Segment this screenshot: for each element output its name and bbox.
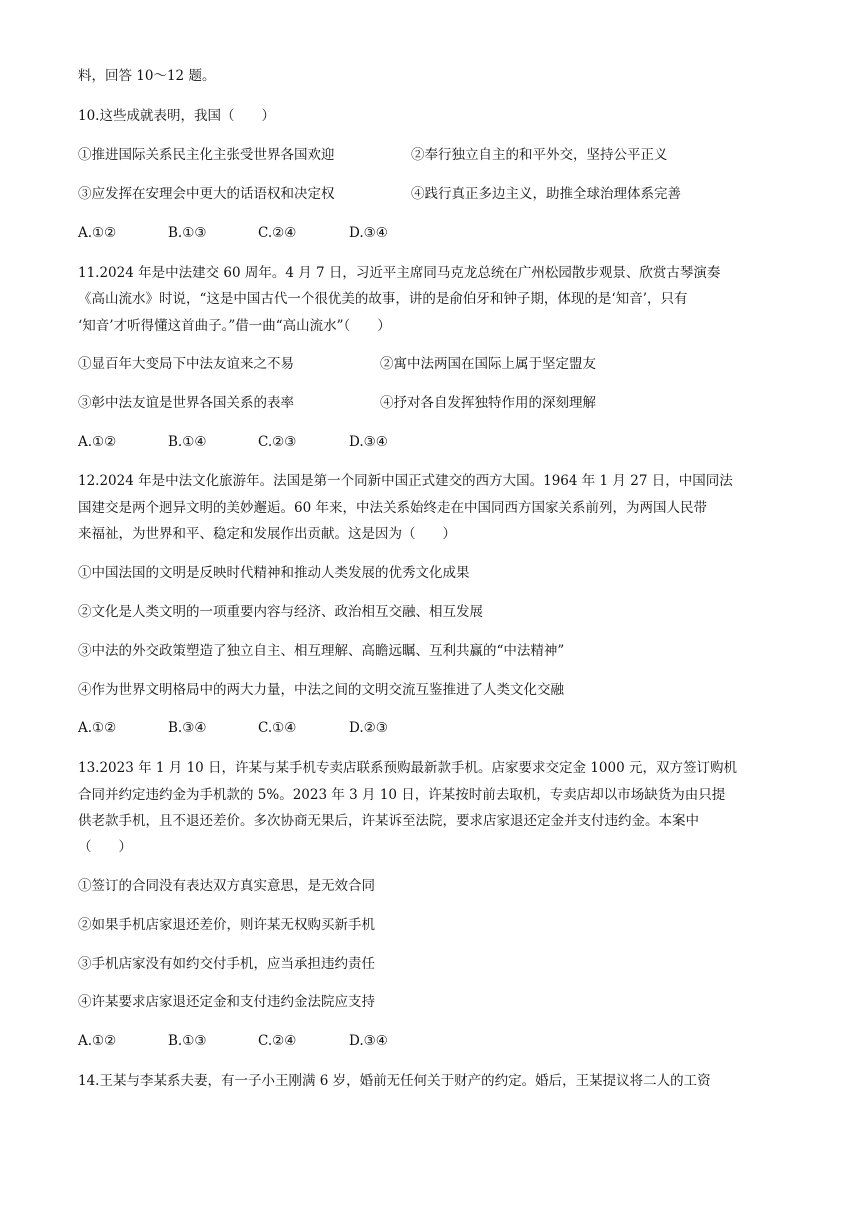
q11-stem-line-1: 11.2024 年是中法建交 60 周年。4 月 7 日，习近平主席同马克龙总统在广州松园散步观景、欣赏古琴演奏 [78,265,721,281]
q11-option-3: ③彰中法友谊是世界各国关系的表率 [78,395,294,411]
q12-choice-c: C.①④ [258,720,297,736]
q12-stem-line-2: 国建交是两个迥异文明的美妙邂逅。60 年来，中法关系始终走在中国同西方国家关系前列，为两国人民带 [78,500,707,516]
q12-choice-a: A.①② [78,720,117,736]
q10-stem: 10.这些成就表明，我国（ ） [78,108,275,124]
q12-option-4: ④作为世界文明格局中的两大力量，中法之间的文明交流互鉴推进了人类文化交融 [78,682,564,698]
q10-choice-b: B.①③ [168,225,207,241]
q12-stem-line-1: 12.2024 年是中法文化旅游年。法国是第一个同新中国正式建交的西方大国。1964 年 1 月 27 日，中国同法 [78,473,733,489]
q13-choice-a: A.①② [78,1033,117,1049]
q11-choice-d: D.③④ [349,434,388,450]
q13-option-1: ①签订的合同没有表达双方真实意思，是无效合同 [78,878,375,894]
q12-choice-b: B.③④ [168,720,207,736]
q10-option-1: ①推进国际关系民主化主张受世界各国欢迎 [78,147,335,163]
q10-option-3: ③应发挥在安理会中更大的话语权和决定权 [78,186,335,202]
intro-tail-text: 料，回答 10～12 题。 [78,68,216,84]
q12-choice-d: D.②③ [349,720,388,736]
q13-stem-line-4: （ ） [78,839,132,855]
q10-choice-c: C.②④ [258,225,297,241]
q12-option-3: ③中法的外交政策塑造了独立自主、相互理解、高瞻远瞩、互利共赢的“中法精神” [78,643,565,659]
q11-choice-c: C.②③ [258,434,297,450]
q11-option-1: ①显百年大变局下中法友谊来之不易 [78,356,294,372]
q11-choice-b: B.①④ [168,434,207,450]
q12-stem-line-3: 来福祉，为世界和平、稳定和发展作出贡献。这是因为（ ） [78,526,456,542]
q13-choice-c: C.②④ [258,1033,297,1049]
q13-option-3: ③手机店家没有如约交付手机，应当承担违约责任 [78,956,375,972]
q13-stem-line-3: 供老款手机，且不退还差价。多次协商无果后，许某诉至法院，要求店家退还定金并支付违约金。本案中 [78,813,699,829]
q12-option-1: ①中国法国的文明是反映时代精神和推动人类发展的优秀文化成果 [78,565,470,581]
q10-option-4: ④践行真正多边主义，助推全球治理体系完善 [411,186,681,202]
q13-option-2: ②如果手机店家退还差价，则许某无权购买新手机 [78,917,375,933]
q11-choice-a: A.①② [78,434,117,450]
q13-choice-d: D.③④ [349,1033,388,1049]
q11-option-2: ②寓中法两国在国际上属于坚定盟友 [380,356,596,372]
q13-stem-line-1: 13.2023 年 1 月 10 日，许某与某手机专卖店联系预购最新款手机。店家要求交定金 1000 元，双方签订购机 [78,760,737,776]
q12-option-2: ②文化是人类文明的一项重要内容与经济、政治相互交融、相互发展 [78,604,483,620]
q10-choice-d: D.③④ [349,225,388,241]
q14-stem-line-1: 14.王某与李某系夫妻，有一子小王刚满 6 岁，婚前无任何关于财产的约定。婚后，王某提议将二人的工资 [78,1073,711,1089]
q13-option-4: ④许某要求店家退还定金和支付违约金法院应支持 [78,994,375,1010]
q11-stem-line-2: 《高山流水》时说，“这是中国古代一个很优美的故事，讲的是俞伯牙和钟子期，体现的是‘知音’，只有 [78,291,688,307]
q11-stem-line-3: ‘知音’才听得懂这首曲子。”借一曲“高山流水”（ ） [78,318,391,334]
q13-stem-line-2: 合同并约定违约金为手机款的 5%。2023 年 3 月 10 日，许某按时前去取机，专卖店却以市场缺货为由只提 [78,787,726,803]
q10-choice-a: A.①② [78,225,117,241]
q13-choice-b: B.①③ [168,1033,207,1049]
q11-option-4: ④抒对各自发挥独特作用的深刻理解 [380,395,596,411]
q10-option-2: ②奉行独立自主的和平外交，坚持公平正义 [411,147,668,163]
